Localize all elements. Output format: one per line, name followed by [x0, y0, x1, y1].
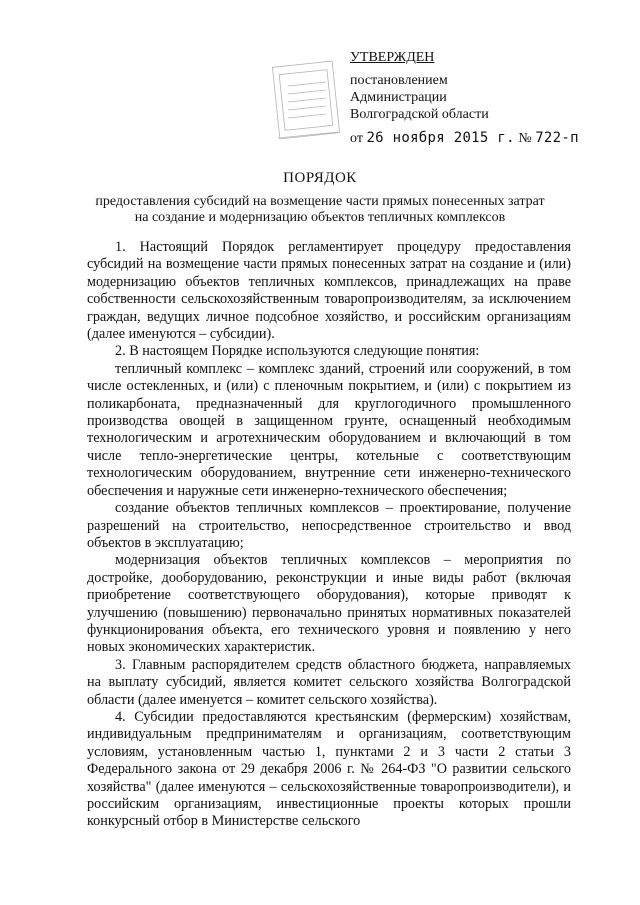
- decree-date-line: [350, 130, 579, 147]
- document-body: [87, 239, 571, 831]
- paragraph-3: 3. Главным распорядителем средств областного бюджета, направляемых на выплату субсидий, является комитет сельского хозяйства Волгоградской области (далее именуется – комитет сельского хозяйства).: [87, 656, 571, 708]
- definition-greenhouse-complex: тепличный комплекс – комплекс зданий, строений или сооружений, в том числе остекленных, и (или) с пленочным покрытием, и (или) с покрытием из поликарбоната, предназначенный для круглогодичного промышленного производства овощей в защищенном грунте, оснащенный необходимым технологическим и агротехническим оборудованием и включающий в том числе тепло-энергетические центры, котельные с соответствующим технологическим оборудованием, внутренние сети инженерно-технического обеспечения и наружные сети инженерно-технического обеспечения;: [87, 360, 571, 499]
- approval-block: [350, 49, 489, 123]
- document-subtitle: [70, 194, 570, 226]
- definition-creation: создание объектов тепличных комплексов – проектирование, получение разрешений на строительство, непосредственное строительство и ввод объектов в эксплуатацию;: [87, 500, 571, 551]
- paragraph-4: 4. Субсидии предоставляются крестьянским (фермерским) хозяйствам, индивидуальным предпринимателям и организациям, соответствующим условиям, установленным частью 1, пунктами 2 и 3 части 2 статьи 3 Федерального закона от 29 декабря 2006 г. № 264-ФЗ "О развитии сельского хозяйства" (далее именуются – сельскохозяйственные товаропроизводители), и российским организациям, инвестиционные проекты которых прошли конкурсный отбор в Министерстве сельского: [87, 708, 571, 830]
- number-prefix: №: [518, 131, 532, 146]
- decree-date: 26 ноября 2015 г.: [366, 130, 515, 146]
- document-title: ПОРЯДОК: [283, 170, 357, 186]
- approval-line-region: Волгоградской области: [350, 107, 489, 122]
- paragraph-1: 1. Настоящий Порядок регламентирует процедуру предоставления субсидий на возмещение части прямых понесенных затрат на создание и (или) модернизацию объектов тепличных комплексов, принадлежащих на праве собственности сельскохозяйственным товаропроизводителям, за исключением граждан, ведущих личное подсобное хозяйство, и российским организациям (далее именуются – субсидии).: [87, 239, 571, 343]
- decree-number: 722-п: [535, 130, 579, 146]
- date-prefix: от: [350, 131, 363, 146]
- seal-stamp-icon: [268, 46, 358, 146]
- approval-heading: УТВЕРЖДЕН: [350, 50, 435, 65]
- paragraph-2: 2. В настоящем Порядке используются следующие понятия:: [115, 343, 480, 360]
- subtitle-line-2: на создание и модернизацию объектов тепличных комплексов: [134, 210, 506, 225]
- approval-line-decree: постановлением: [350, 73, 448, 88]
- approval-line-administration: Администрации: [350, 90, 447, 105]
- definition-modernization: модернизация объектов тепличных комплексов – мероприятия по достройке, дооборудованию, реконструкции и иные виды работ (включая приобретение соответствующего оборудования), которые приводят к улучшению (повышению) первоначально принятых нормативных показателей функционирования объекта, его технического уровня и появлению у него новых экономических характеристик.: [87, 552, 571, 656]
- subtitle-line-1: предоставления субсидий на возмещение части прямых понесенных затрат: [95, 194, 545, 209]
